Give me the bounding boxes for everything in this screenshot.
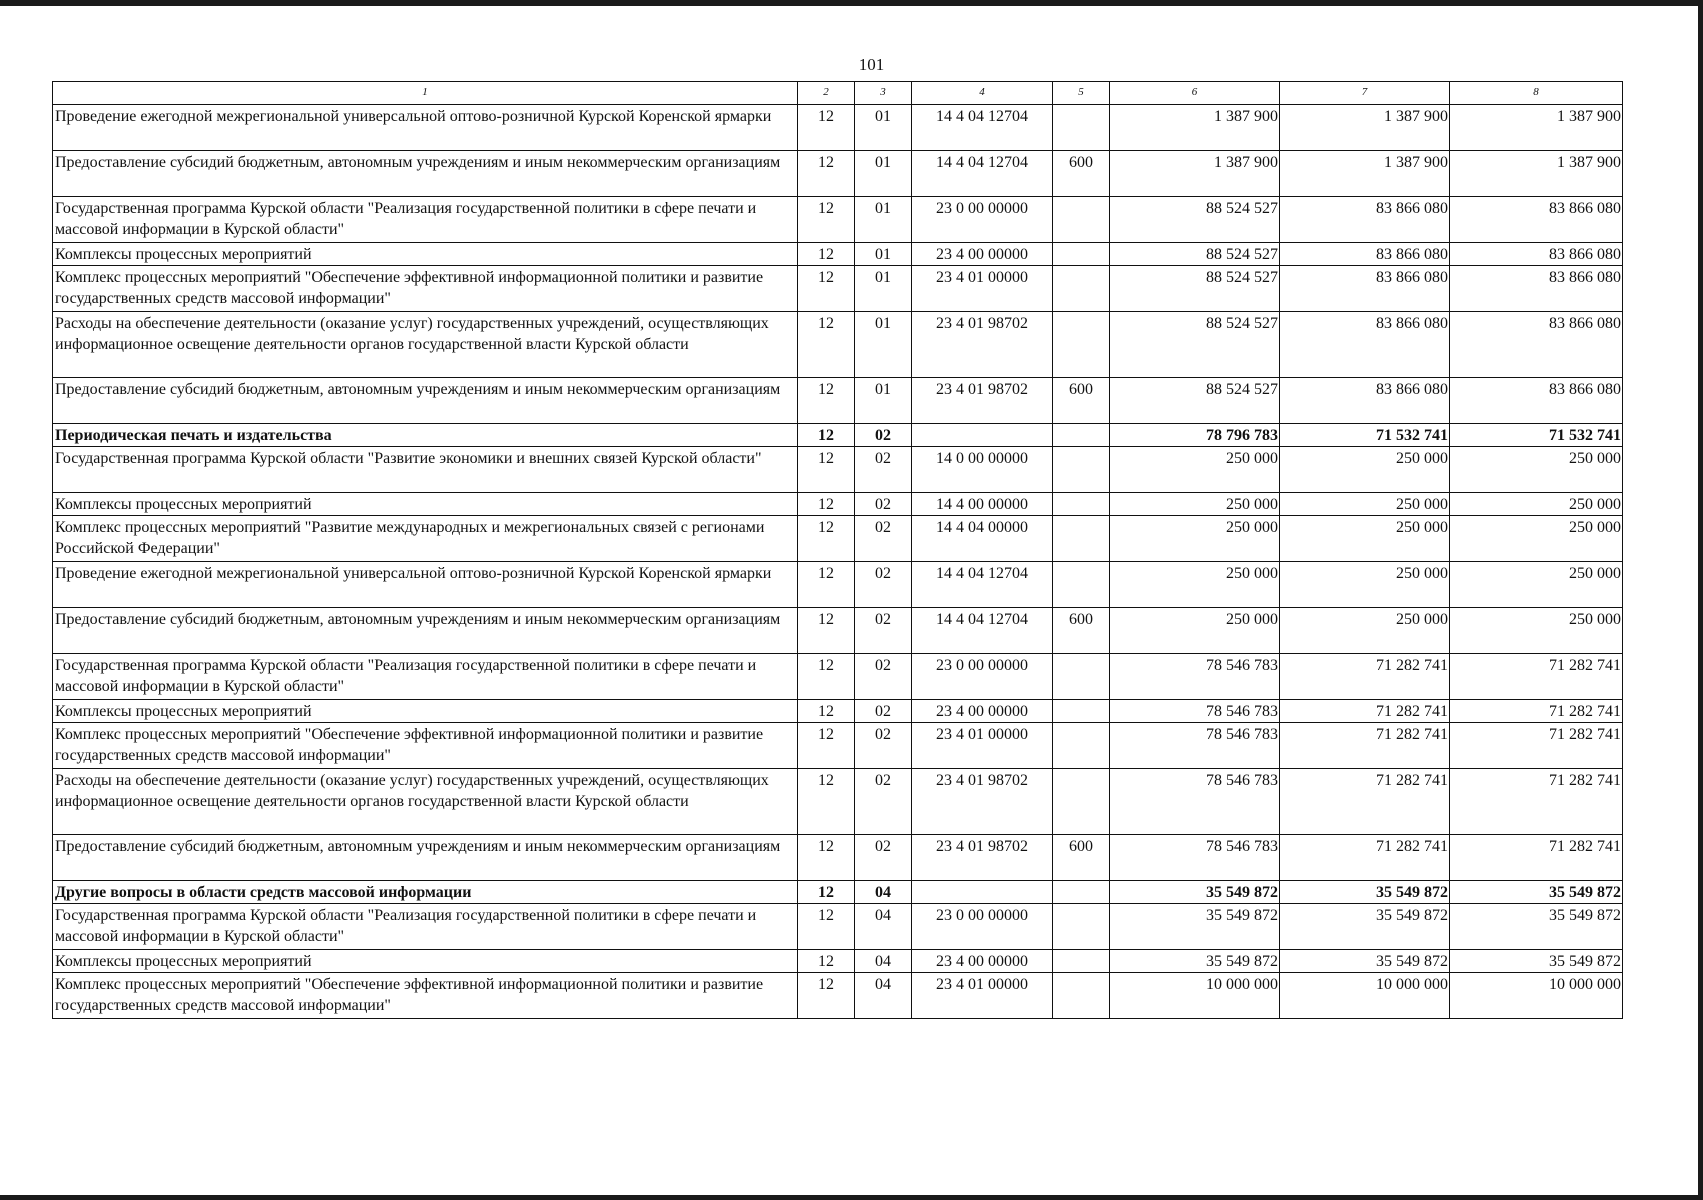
cell-amount-2: 83 866 080: [1280, 378, 1450, 424]
cell-amount-1: 250 000: [1110, 516, 1280, 562]
cell-target-article: 14 0 00 00000: [912, 447, 1053, 493]
cell-amount-3: 250 000: [1450, 608, 1623, 654]
cell-amount-1: 78 796 783: [1110, 424, 1280, 447]
cell-amount-1: 78 546 783: [1110, 700, 1280, 723]
cell-name: Предоставление субсидий бюджетным, автономным учреждениям и иным некоммерческим организациям: [53, 835, 798, 881]
cell-name: Комплекс процессных мероприятий "Обеспечение эффективной информационной политики и развитие государственных средств массовой информации": [53, 973, 798, 1019]
cell-expense-type: 600: [1053, 151, 1110, 197]
cell-subsection: 04: [855, 973, 912, 1019]
column-number: 5: [1053, 82, 1110, 105]
cell-section: 12: [798, 197, 855, 243]
table-row: [53, 493, 1623, 516]
cell-target-article: 23 4 00 00000: [912, 950, 1053, 973]
cell-amount-2: 83 866 080: [1280, 266, 1450, 312]
cell-name: Комплексы процессных мероприятий: [53, 493, 798, 516]
cell-subsection: 01: [855, 378, 912, 424]
cell-name: Проведение ежегодной межрегиональной универсальной оптово-розничной Курской Коренской ярмарки: [53, 105, 798, 151]
cell-expense-type: [1053, 493, 1110, 516]
cell-subsection: 02: [855, 723, 912, 769]
cell-target-article: 23 4 00 00000: [912, 700, 1053, 723]
cell-subsection: 02: [855, 654, 912, 700]
cell-amount-3: 250 000: [1450, 516, 1623, 562]
cell-amount-2: 71 282 741: [1280, 723, 1450, 769]
cell-expense-type: [1053, 950, 1110, 973]
cell-subsection: 01: [855, 266, 912, 312]
cell-amount-3: 71 532 741: [1450, 424, 1623, 447]
scan-edge-top: [0, 0, 1703, 6]
cell-amount-3: 10 000 000: [1450, 973, 1623, 1019]
cell-amount-1: 88 524 527: [1110, 243, 1280, 266]
cell-amount-2: 35 549 872: [1280, 904, 1450, 950]
column-number: 3: [855, 82, 912, 105]
cell-section: 12: [798, 562, 855, 608]
cell-amount-2: 71 532 741: [1280, 424, 1450, 447]
cell-expense-type: [1053, 723, 1110, 769]
table-row: [53, 562, 1623, 608]
cell-name: Комплекс процессных мероприятий "Обеспечение эффективной информационной политики и развитие государственных средств массовой информации": [53, 266, 798, 312]
cell-target-article: 23 4 01 98702: [912, 378, 1053, 424]
table-row: [53, 378, 1623, 424]
scan-edge-right: [1698, 0, 1703, 1200]
cell-section: 12: [798, 266, 855, 312]
cell-section: 12: [798, 950, 855, 973]
cell-expense-type: [1053, 654, 1110, 700]
table-row: [53, 151, 1623, 197]
cell-subsection: 04: [855, 950, 912, 973]
cell-section: 12: [798, 151, 855, 197]
cell-amount-2: 250 000: [1280, 493, 1450, 516]
cell-target-article: 23 4 01 00000: [912, 266, 1053, 312]
cell-amount-2: 83 866 080: [1280, 312, 1450, 378]
cell-section: 12: [798, 243, 855, 266]
cell-section: 12: [798, 312, 855, 378]
cell-subsection: 02: [855, 562, 912, 608]
cell-target-article: 14 4 04 12704: [912, 151, 1053, 197]
table-row: [53, 835, 1623, 881]
cell-expense-type: [1053, 105, 1110, 151]
cell-expense-type: 600: [1053, 835, 1110, 881]
cell-amount-2: 71 282 741: [1280, 700, 1450, 723]
cell-amount-1: 250 000: [1110, 608, 1280, 654]
cell-amount-3: 71 282 741: [1450, 835, 1623, 881]
table-row: [53, 197, 1623, 243]
cell-subsection: 01: [855, 243, 912, 266]
table-row: [53, 608, 1623, 654]
cell-amount-1: 35 549 872: [1110, 881, 1280, 904]
cell-amount-1: 250 000: [1110, 493, 1280, 516]
cell-amount-3: 83 866 080: [1450, 312, 1623, 378]
cell-amount-2: 1 387 900: [1280, 151, 1450, 197]
cell-target-article: 23 4 00 00000: [912, 243, 1053, 266]
column-number: 4: [912, 82, 1053, 105]
cell-name: Государственная программа Курской области "Реализация государственной политики в сфере печати и массовой информации в Курской области": [53, 904, 798, 950]
cell-amount-3: 71 282 741: [1450, 769, 1623, 835]
cell-section: 12: [798, 769, 855, 835]
cell-section: 12: [798, 378, 855, 424]
cell-amount-3: 83 866 080: [1450, 243, 1623, 266]
cell-expense-type: [1053, 904, 1110, 950]
cell-expense-type: [1053, 243, 1110, 266]
cell-section: 12: [798, 608, 855, 654]
page-number: 101: [858, 55, 885, 74]
table-row: [53, 447, 1623, 493]
cell-target-article: [912, 424, 1053, 447]
cell-amount-3: 83 866 080: [1450, 197, 1623, 243]
column-number: 2: [798, 82, 855, 105]
cell-expense-type: [1053, 562, 1110, 608]
table-body: [53, 105, 1623, 1019]
cell-target-article: 23 4 01 98702: [912, 769, 1053, 835]
cell-name: Расходы на обеспечение деятельности (оказание услуг) государственных учреждений, осуществляющих информационное освещение деятельности органов государственной власти Курской области: [53, 312, 798, 378]
cell-name: Государственная программа Курской области "Развитие экономики и внешних связей Курской области": [53, 447, 798, 493]
cell-expense-type: 600: [1053, 378, 1110, 424]
cell-section: 12: [798, 424, 855, 447]
cell-section: 12: [798, 654, 855, 700]
cell-name: Комплексы процессных мероприятий: [53, 243, 798, 266]
cell-amount-1: 1 387 900: [1110, 151, 1280, 197]
cell-subsection: 02: [855, 835, 912, 881]
cell-subsection: 02: [855, 608, 912, 654]
cell-amount-2: 83 866 080: [1280, 197, 1450, 243]
cell-expense-type: [1053, 881, 1110, 904]
cell-name: Периодическая печать и издательства: [53, 424, 798, 447]
cell-subsection: 02: [855, 493, 912, 516]
cell-expense-type: [1053, 266, 1110, 312]
cell-amount-3: 83 866 080: [1450, 378, 1623, 424]
cell-section: 12: [798, 105, 855, 151]
cell-subsection: 02: [855, 769, 912, 835]
table-row: [53, 243, 1623, 266]
cell-section: 12: [798, 516, 855, 562]
cell-expense-type: [1053, 973, 1110, 1019]
cell-name: Комплекс процессных мероприятий "Обеспечение эффективной информационной политики и развитие государственных средств массовой информации": [53, 723, 798, 769]
cell-amount-3: 250 000: [1450, 562, 1623, 608]
cell-amount-3: 35 549 872: [1450, 904, 1623, 950]
cell-name: Предоставление субсидий бюджетным, автономным учреждениям и иным некоммерческим организациям: [53, 151, 798, 197]
table-row: [53, 881, 1623, 904]
table-row: [53, 904, 1623, 950]
cell-amount-1: 78 546 783: [1110, 723, 1280, 769]
cell-amount-2: 1 387 900: [1280, 105, 1450, 151]
cell-amount-1: 88 524 527: [1110, 378, 1280, 424]
cell-expense-type: [1053, 700, 1110, 723]
cell-section: 12: [798, 493, 855, 516]
cell-amount-3: 1 387 900: [1450, 105, 1623, 151]
cell-amount-1: 88 524 527: [1110, 197, 1280, 243]
cell-amount-3: 71 282 741: [1450, 700, 1623, 723]
cell-amount-1: 1 387 900: [1110, 105, 1280, 151]
cell-amount-3: 250 000: [1450, 493, 1623, 516]
cell-expense-type: [1053, 197, 1110, 243]
cell-subsection: 02: [855, 424, 912, 447]
cell-target-article: 14 4 04 00000: [912, 516, 1053, 562]
cell-amount-1: 250 000: [1110, 447, 1280, 493]
cell-subsection: 01: [855, 105, 912, 151]
cell-amount-2: 250 000: [1280, 608, 1450, 654]
cell-section: 12: [798, 904, 855, 950]
cell-expense-type: 600: [1053, 608, 1110, 654]
table-row: [53, 769, 1623, 835]
table-row: [53, 312, 1623, 378]
table-row: [53, 950, 1623, 973]
column-number: 1: [53, 82, 798, 105]
cell-amount-1: 250 000: [1110, 562, 1280, 608]
cell-amount-2: 35 549 872: [1280, 881, 1450, 904]
cell-name: Комплексы процессных мероприятий: [53, 950, 798, 973]
cell-amount-3: 35 549 872: [1450, 881, 1623, 904]
cell-section: 12: [798, 723, 855, 769]
cell-amount-2: 71 282 741: [1280, 835, 1450, 881]
cell-amount-1: 88 524 527: [1110, 266, 1280, 312]
cell-name: Расходы на обеспечение деятельности (оказание услуг) государственных учреждений, осуществляющих информационное освещение деятельности органов государственной власти Курской области: [53, 769, 798, 835]
cell-target-article: 23 0 00 00000: [912, 904, 1053, 950]
cell-name: Государственная программа Курской области "Реализация государственной политики в сфере печати и массовой информации в Курской области": [53, 654, 798, 700]
cell-target-article: 23 0 00 00000: [912, 197, 1053, 243]
cell-amount-1: 78 546 783: [1110, 769, 1280, 835]
cell-target-article: 14 4 04 12704: [912, 105, 1053, 151]
column-number: 8: [1450, 82, 1623, 105]
cell-amount-3: 71 282 741: [1450, 654, 1623, 700]
cell-name: Другие вопросы в области средств массовой информации: [53, 881, 798, 904]
cell-subsection: 02: [855, 447, 912, 493]
cell-target-article: 14 4 04 12704: [912, 562, 1053, 608]
cell-name: Комплекс процессных мероприятий "Развитие международных и межрегиональных связей с регионами Российской Федерации": [53, 516, 798, 562]
cell-section: 12: [798, 973, 855, 1019]
cell-amount-3: 1 387 900: [1450, 151, 1623, 197]
cell-target-article: 23 4 01 98702: [912, 835, 1053, 881]
cell-expense-type: [1053, 516, 1110, 562]
cell-section: 12: [798, 835, 855, 881]
cell-subsection: 02: [855, 700, 912, 723]
table-row: [53, 105, 1623, 151]
cell-expense-type: [1053, 424, 1110, 447]
cell-target-article: 23 0 00 00000: [912, 654, 1053, 700]
cell-amount-3: 83 866 080: [1450, 266, 1623, 312]
column-number-row: [53, 82, 1623, 105]
cell-expense-type: [1053, 312, 1110, 378]
cell-subsection: 01: [855, 197, 912, 243]
cell-target-article: 23 4 01 00000: [912, 973, 1053, 1019]
cell-name: Государственная программа Курской области "Реализация государственной политики в сфере печати и массовой информации в Курской области": [53, 197, 798, 243]
cell-amount-2: 71 282 741: [1280, 769, 1450, 835]
cell-amount-3: 250 000: [1450, 447, 1623, 493]
cell-amount-2: 35 549 872: [1280, 950, 1450, 973]
cell-amount-3: 71 282 741: [1450, 723, 1623, 769]
cell-amount-1: 35 549 872: [1110, 950, 1280, 973]
table-row: [53, 424, 1623, 447]
cell-name: Проведение ежегодной межрегиональной универсальной оптово-розничной Курской Коренской ярмарки: [53, 562, 798, 608]
cell-target-article: 23 4 01 00000: [912, 723, 1053, 769]
cell-subsection: 01: [855, 151, 912, 197]
table-row: [53, 700, 1623, 723]
cell-expense-type: [1053, 769, 1110, 835]
cell-section: 12: [798, 700, 855, 723]
table-row: [53, 654, 1623, 700]
cell-amount-1: 35 549 872: [1110, 904, 1280, 950]
cell-amount-1: 10 000 000: [1110, 973, 1280, 1019]
cell-section: 12: [798, 881, 855, 904]
cell-target-article: 23 4 01 98702: [912, 312, 1053, 378]
scan-edge-bottom: [0, 1195, 1703, 1200]
cell-target-article: 14 4 04 12704: [912, 608, 1053, 654]
table-row: [53, 516, 1623, 562]
cell-name: Предоставление субсидий бюджетным, автономным учреждениям и иным некоммерческим организациям: [53, 608, 798, 654]
cell-subsection: 01: [855, 312, 912, 378]
cell-amount-1: 88 524 527: [1110, 312, 1280, 378]
cell-amount-1: 78 546 783: [1110, 654, 1280, 700]
cell-amount-2: 250 000: [1280, 447, 1450, 493]
cell-amount-3: 35 549 872: [1450, 950, 1623, 973]
table-row: [53, 723, 1623, 769]
cell-expense-type: [1053, 447, 1110, 493]
cell-amount-2: 83 866 080: [1280, 243, 1450, 266]
cell-name: Комплексы процессных мероприятий: [53, 700, 798, 723]
table-row: [53, 266, 1623, 312]
cell-subsection: 04: [855, 904, 912, 950]
cell-amount-2: 10 000 000: [1280, 973, 1450, 1019]
table-row: [53, 973, 1623, 1019]
cell-subsection: 04: [855, 881, 912, 904]
cell-subsection: 02: [855, 516, 912, 562]
cell-amount-2: 250 000: [1280, 562, 1450, 608]
cell-section: 12: [798, 447, 855, 493]
column-number: 6: [1110, 82, 1280, 105]
cell-amount-2: 250 000: [1280, 516, 1450, 562]
cell-amount-2: 71 282 741: [1280, 654, 1450, 700]
cell-target-article: [912, 881, 1053, 904]
cell-target-article: 14 4 00 00000: [912, 493, 1053, 516]
column-number: 7: [1280, 82, 1450, 105]
cell-amount-1: 78 546 783: [1110, 835, 1280, 881]
cell-name: Предоставление субсидий бюджетным, автономным учреждениям и иным некоммерческим организациям: [53, 378, 798, 424]
budget-table: [52, 81, 1623, 1019]
